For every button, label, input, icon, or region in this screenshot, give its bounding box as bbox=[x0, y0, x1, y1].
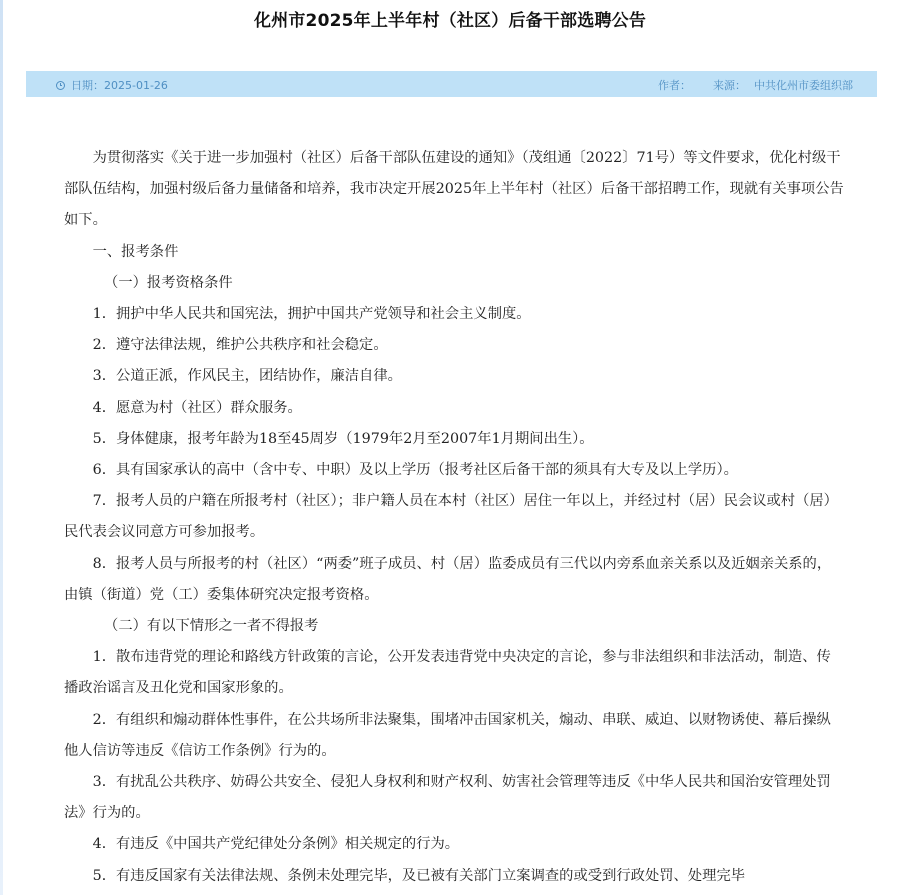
list-item: 5．身体健康，报考年龄为18至45周岁（1979年2月至2007年1月期间出生）。 bbox=[92, 430, 594, 447]
subsection-heading: （二）有以下情形之一者不得报考 bbox=[104, 618, 319, 635]
page-title: 化州市2025年上半年村（社区）后备干部选聘公告 bbox=[253, 11, 647, 31]
date-label: 日期： bbox=[71, 79, 104, 92]
intro-paragraph: 为贯彻落实《关于进一步加强村（社区）后备干部队伍建设的通知》（茂组通〔2022〕71号）等文件要求，优化村级干部队伍结构，加强村级后备力量储备和培养，我市决定开展2025年上半年村（社区）后备干部招聘工作，现就有关事项公告如下。 bbox=[64, 150, 844, 229]
list-item: 8．报考人员与所报考的村（社区）“两委”班子成员、村（居）监委成员有三代以内旁系血亲关系以及近姻亲关系的，由镇（街道）党（工）委集体研究决定报考资格。 bbox=[64, 555, 832, 603]
list-item: 2．有组织和煽动群体性事件，在公共场所非法聚集，围堵冲击国家机关，煽动、串联、威迫、以财物诱使、幕后操纵他人信访等违反《信访工作条例》行为的。 bbox=[64, 711, 831, 759]
list-item: 7．报考人员的户籍在所报考村（社区）；非户籍人员在本村（社区）居住一年以上，并经过村（居）民会议或村（居）民代表会议同意方可参加报考。 bbox=[64, 493, 838, 541]
list-item: 2．遵守法律法规，维护公共秩序和社会稳定。 bbox=[92, 337, 388, 354]
source-label: 来源： bbox=[713, 79, 746, 92]
source-value: 中共化州市委组织部 bbox=[754, 79, 853, 92]
list-item: 1．拥护中华人民共和国宪法，拥护中国共产党领导和社会主义制度。 bbox=[92, 306, 531, 323]
clock-icon bbox=[56, 81, 65, 90]
subsection-heading: （一）报考资格条件 bbox=[104, 274, 233, 291]
page-left-edge bbox=[0, 0, 3, 895]
author-label: 作者： bbox=[658, 79, 691, 92]
section-heading: 一、报考条件 bbox=[92, 243, 179, 260]
list-item: 3．有扰乱公共秩序、妨碍公共安全、侵犯人身权利和财产权利、妨害社会管理等违反《中华人民共和国治安管理处罚法》行为的。 bbox=[64, 774, 831, 822]
list-item: 3．公道正派，作风民主，团结协作，廉洁自律。 bbox=[92, 368, 402, 385]
list-item: 6．具有国家承认的高中（含中专、中职）及以上学历（报考社区后备干部的须具有大专及以上学历）。 bbox=[92, 462, 738, 479]
list-item: 4．有违反《中国共产党纪律处分条例》相关规定的行为。 bbox=[92, 836, 460, 853]
list-item: 4．愿意为村（社区）群众服务。 bbox=[92, 399, 302, 416]
article-body bbox=[64, 143, 844, 892]
meta-source bbox=[658, 77, 853, 93]
article-meta-bar bbox=[26, 71, 877, 97]
list-item: 1．散布违背党的理论和路线方针政策的言论，公开发表违背党中央决定的言论，参与非法组织和非法活动，制造、传播政治谣言及丑化党和国家形象的。 bbox=[64, 649, 831, 697]
meta-date bbox=[56, 77, 168, 93]
list-item: 5．有违反国家有关法律法规、条例未处理完毕，及已被有关部门立案调查的或受到行政处罚、处理完毕 bbox=[92, 867, 746, 884]
date-value: 2025-01-26 bbox=[104, 78, 168, 92]
